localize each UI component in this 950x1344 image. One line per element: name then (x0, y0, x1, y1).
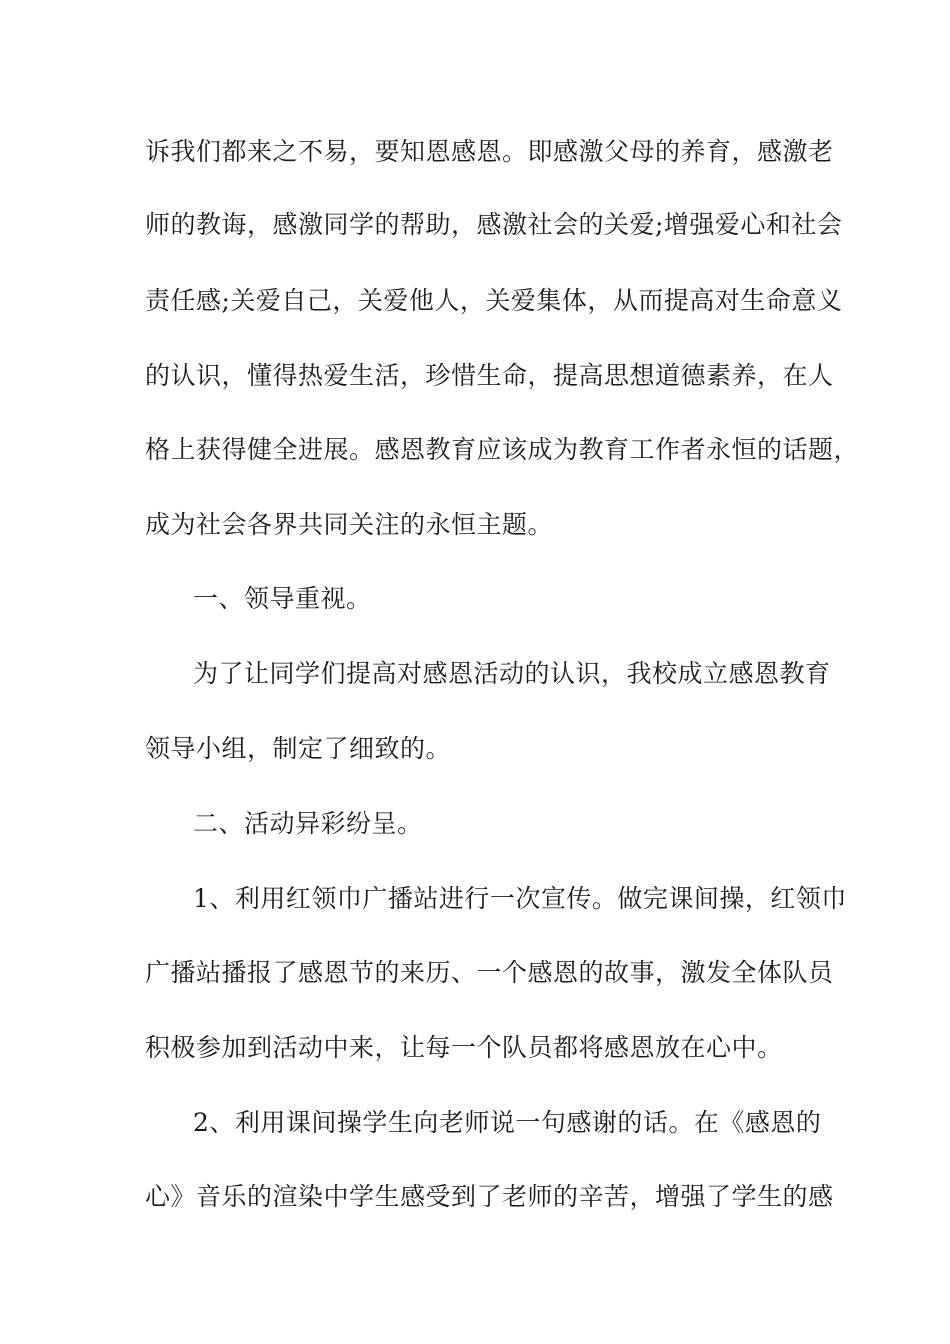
paragraph-line: 诉我们都来之不易，要知恩感恩。即感激父母的养育，感激老 (145, 137, 834, 166)
section-heading: 二、活动异彩纷呈。 (193, 809, 423, 838)
paragraph-line: 广播站播报了感恩节的来历、一个感恩的故事，激发全体队员 (145, 958, 834, 987)
paragraph-line: 心》音乐的渲染中学生感受到了老师的辛苦，增强了学生的感 (145, 1182, 834, 1211)
paragraph-line: 2、利用课间操学生向老师说一句感谢的话。在《感恩的 (193, 1108, 822, 1137)
paragraph-line: 为了让同学们提高对感恩活动的认识，我校成立感恩教育 (193, 659, 831, 688)
paragraph-line: 师的教诲，感激同学的帮助，感激社会的关爱;增强爱心和社会 (145, 210, 843, 239)
paragraph-line: 成为社会各界共同关注的永恒主题。 (145, 510, 554, 539)
paragraph-line: 领导小组，制定了细致的。 (145, 734, 452, 763)
section-heading: 一、领导重视。 (193, 584, 372, 613)
paragraph-line: 的认识，懂得热爱生活，珍惜生命，提高思想道德素养，在人 (145, 361, 834, 390)
paragraph-line: 责任感;关爱自己，关爱他人，关爱集体，从而提高对生命意义 (145, 286, 843, 315)
paragraph-line: 1、利用红领巾广播站进行一次宣传。做完课间操，红领巾 (193, 884, 847, 913)
paragraph-line: 格上获得健全进展。感恩教育应该成为教育工作者永恒的话题， (145, 435, 860, 464)
paragraph-line: 积极参加到活动中来，让每一个队员都将感恩放在心中。 (145, 1033, 783, 1062)
